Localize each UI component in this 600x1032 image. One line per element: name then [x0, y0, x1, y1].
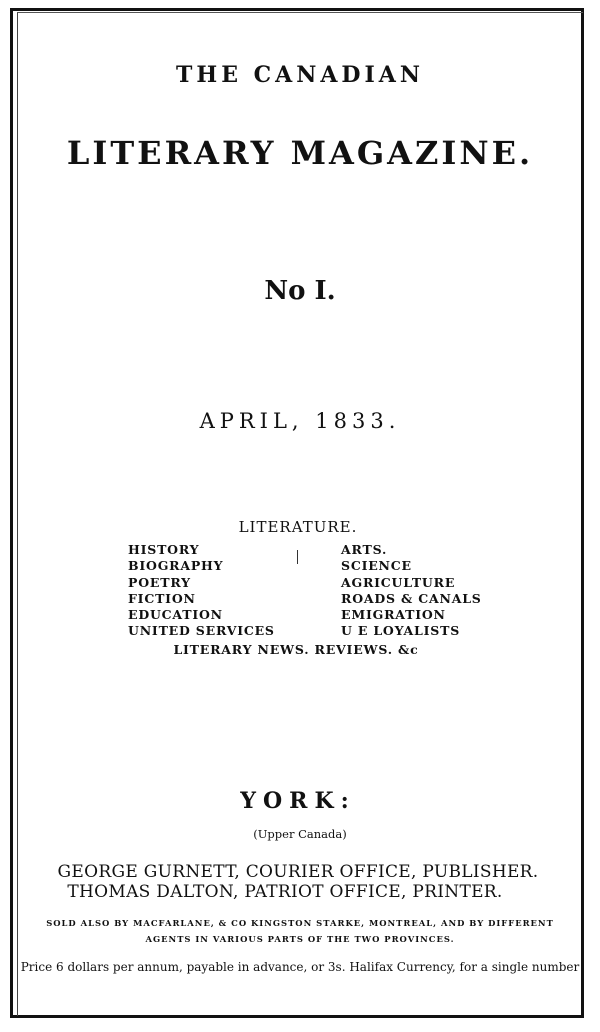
contents-heading: LITERATURE. [238, 518, 358, 536]
list-item: ARTS. [341, 542, 388, 557]
printer-line: THOMAS DALTON, PATRIOT OFFICE, PRINTER. [67, 882, 503, 902]
price-line: Price 6 dollars per annum, payable in advance, or 3s. Halifax Currency, for a single number [20, 960, 580, 974]
list-item: EDUCATION [128, 607, 223, 623]
contents-extras: LITERARY NEWS. REVIEWS. &c [173, 642, 419, 657]
publisher-line: GEORGE GURNETT, COURIER OFFICE, PUBLISHER. [57, 862, 539, 882]
list-item: EMIGRATION [341, 607, 446, 623]
list-item: FICTION [128, 590, 196, 606]
list-item: UNITED SERVICES [128, 623, 275, 639]
pre-title: THE CANADIAN [176, 62, 424, 88]
list-item: SCIENCE [341, 558, 412, 574]
magazine-title: LITERARY MAGAZINE. [66, 134, 534, 172]
list-item: BIOGRAPHY [128, 558, 224, 574]
list-item: AGRICULTURE [341, 574, 456, 590]
contents-left-column [128, 542, 275, 640]
contents-right-column [341, 542, 482, 640]
list-item: HISTORY [128, 542, 200, 557]
imprint-region: (Upper Canada) [253, 827, 347, 841]
issue-date: APRIL, 1833. [199, 409, 401, 433]
imprint-place: YORK: [240, 788, 356, 814]
column-divider [297, 550, 298, 564]
list-item: ROADS & CANALS [341, 590, 482, 606]
agents-line-1: SOLD ALSO BY MACFARLANE, & CO KINGSTON STARKE, MONTREAL, AND BY DIFFERENT [46, 918, 554, 928]
agents-line-2: AGENTS IN VARIOUS PARTS OF THE TWO PROVINCES. [145, 934, 455, 944]
list-item: POETRY [128, 574, 191, 590]
issue-number: No I. [264, 276, 336, 306]
list-item: U E LOYALISTS [341, 623, 461, 639]
